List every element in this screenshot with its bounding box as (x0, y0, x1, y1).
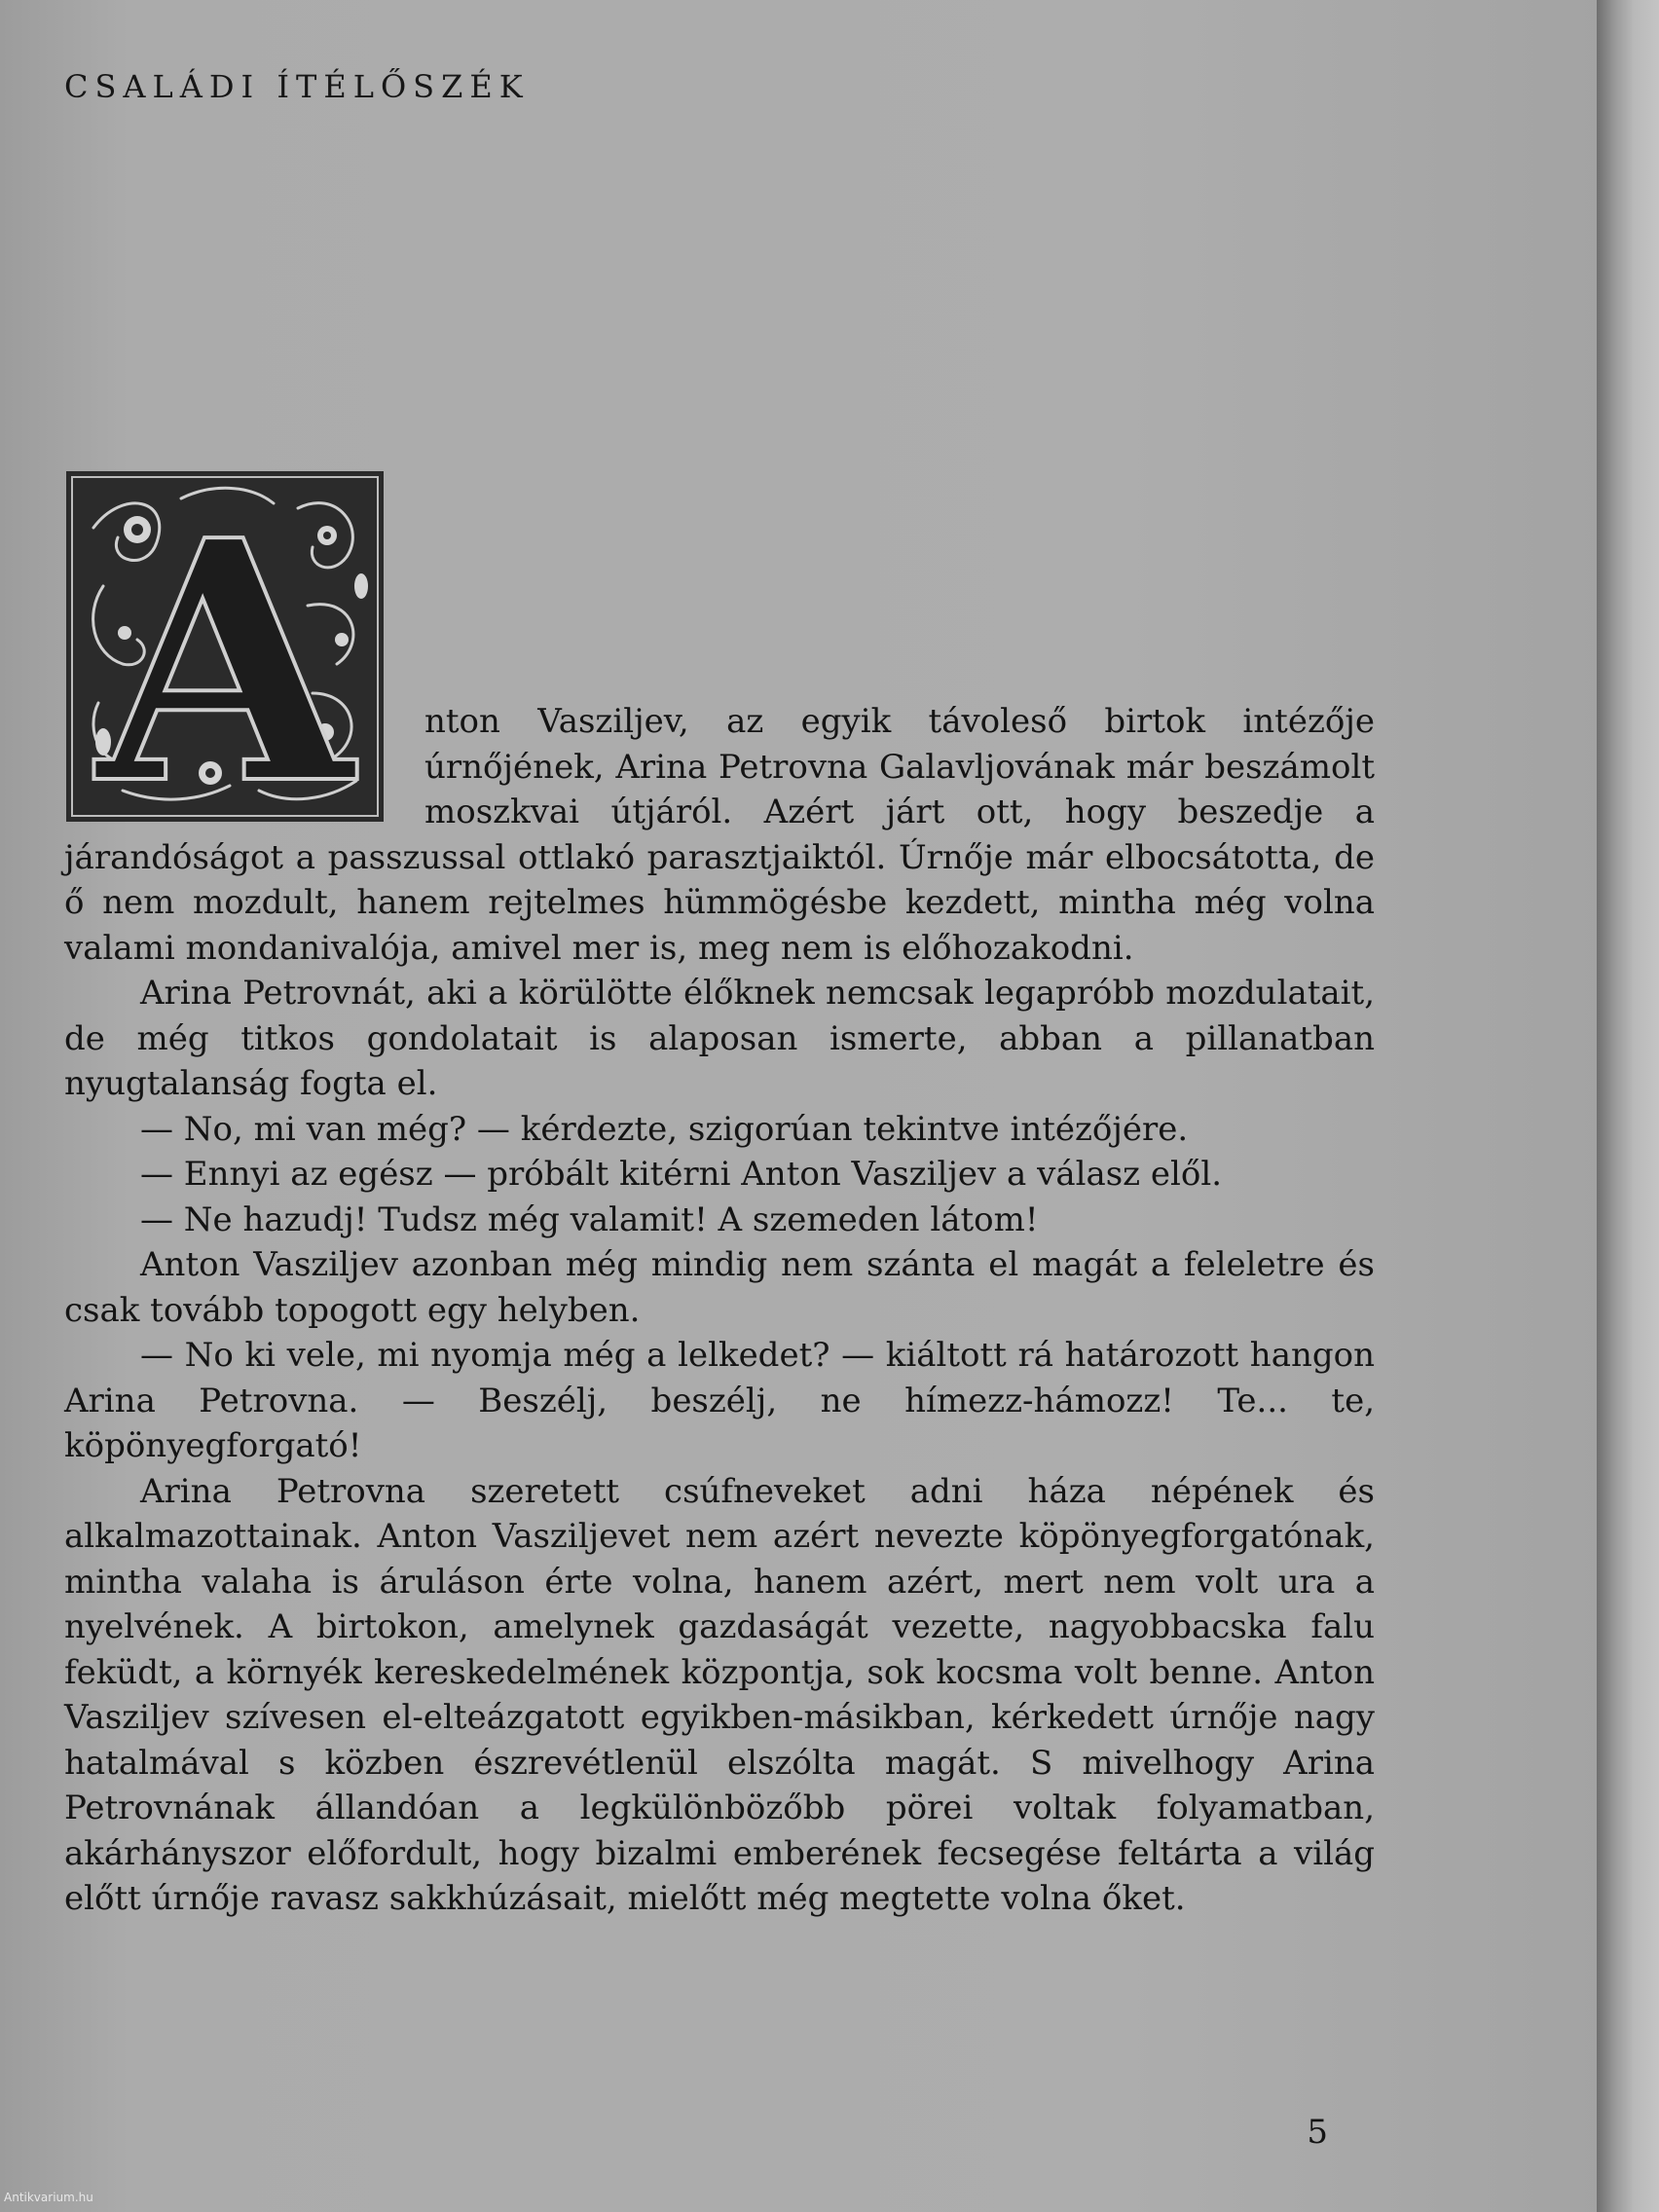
running-head: CSALÁDI ÍTÉLŐSZÉK (64, 68, 530, 105)
initial-letter: A (96, 469, 353, 824)
paragraph: nton Vasziljev, az egyik távoleső birtok intézője úrnőjének, Arina Petrovna Galavljovának már beszámolt moszkvai útjáról. Azért járt ott, hogy beszedje a járandóságot a passzussal ottlakó parasztjaiktól. Úrnője már elbocsátotta, de ő nem mozdult, hanem rejtelmes hümmögésbe kezdett, mintha még volna valami mondanivalója, amivel mer is, meg nem is előhozakodni. (64, 702, 1375, 968)
book-gutter-shadow (1597, 0, 1659, 2212)
paragraph: Anton Vasziljev azonban még mindig nem szánta el magát a feleletre és csak tovább topogott egy helyben. (64, 1245, 1375, 1330)
paragraph: Arina Petrovnát, aki a körülötte élőknek nemcsak legapróbb mozdulatait, de még titkos gondolatait is alaposan ismerte, abban a pillanatban nyugtalanság fogta el. (64, 974, 1375, 1103)
dialogue-line: — Ne hazudj! Tudsz még valamit! A szemeden látom! (140, 1199, 1039, 1239)
page-number: 5 (1307, 2113, 1328, 2152)
dialogue-line: — No, mi van még? — kérdezte, szigorúan tekintve intézőjére. (140, 1109, 1189, 1149)
dialogue-line: — Ennyi az egész — próbált kitérni Anton Vasziljev a válasz elől. (140, 1155, 1223, 1194)
dialogue-line: — No ki vele, mi nyomja még a lelkedet? — kiáltott rá határozott hangon Arina Petrovna. — Beszélj, beszélj, ne hímezz-hámozz! Te... te, köpönyegforgató! (64, 1336, 1375, 1465)
body-text (64, 699, 1375, 1922)
paragraph: Arina Petrovna szeretett csúfneveket adni háza népének és alkalmazottainak. Anton Vasziljevet nem azért nevezte köpönyegforgatónak, mintha valaha is áruláson érte volna, hanem azért, mert nem volt ura a nyelvének. A birtokon, amelynek gazdaságát vezette, nagyobbacska falu feküdt, a környék kereskedelmének központja, sok kocsma volt benne. Anton Vasziljev szívesen el-elteázgatott egyikben-másikban, kérkedett úrnője nagy hatalmával s közben észrevétlenül elszólta magát. S mivelhogy Arina Petrovnának állandóan a legkülönbözőbb pörei voltak folyamatban, akárhányszor előfordult, hogy bizalmi emberének fecsegése feltárta a világ előtt úrnője ravasz sakkhúzásait, mielőtt még megtette volna őket. (64, 1471, 1375, 1918)
watermark: Antikvarium.hu (4, 2191, 93, 2204)
